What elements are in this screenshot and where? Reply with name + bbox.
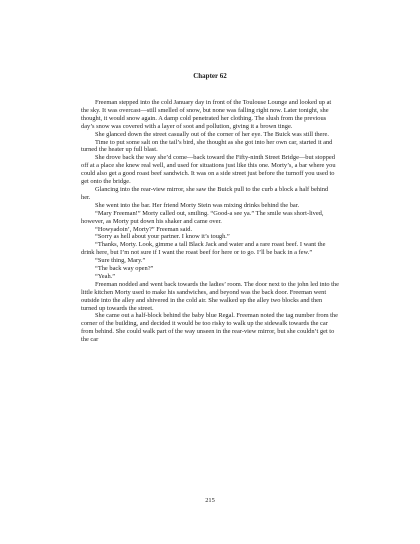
paragraph: Freeman nodded and went back towards the ladies’ room. The door next to the john led into the little kitchen Morty used to make his sandwiches, and beyond was the back door. Freeman went outside into the alley and shivered in the cold air. She walked up the alley two blocks and then turned up towards the street. (81, 280, 339, 312)
chapter-body (81, 99, 339, 344)
paragraph: Freeman stepped into the cold January day in front of the Toulouse Lounge and looked up at the sky. It was overcast—still smelled of snow, but none was falling right now. Later tonight, she thought, it would snow again. A damp cold penetrated her clothing. The slush from the previous day’s snow was covered with a layer of soot and pollution, giving it a brown tinge. (81, 99, 332, 130)
paragraph: She drove back the way she’d come—back toward the Fifty-ninth Street Bridge—but stopped off at a place she knew real well, and used for situations just like this one. Morty’s, a bar where you could also get a good roast beef sandwich. It was on a side street just before the turnoff you used to get onto the bridge. (81, 154, 336, 186)
paragraph: “Thanks, Morty. Look, gimme a tall Black Jack and water and a rare roast beef. I want the drink here, but I’m not sure if I want the roast beef for here or to go. I’ll be back in a few.” (81, 241, 326, 257)
paragraph: “Sure thing, Mary.” (95, 257, 146, 265)
paragraph: Time to put some salt on the tail’s bird, she thought as she got into her own car, started it and turned the heater up full blast. (81, 138, 333, 154)
paragraph: “Yeah.” (95, 272, 116, 280)
page-number: 215 (205, 497, 215, 504)
paragraph: Glancing into the rear-view mirror, she saw the Buick pull to the curb a block a half behind her. (81, 185, 329, 201)
paragraph: She glanced down the street casually out of the corner of her eye. The Buick was still there. (95, 130, 329, 138)
paragraph: “Sorry as hell about your partner. I know it’s tough.” (95, 233, 230, 241)
paragraph: “Howyadoin’, Morty?” Freeman said. (95, 225, 193, 233)
chapter-title: Chapter 62 (193, 72, 227, 80)
paragraph: She came out a half-block behind the baby blue Regal. Freeman noted the tag number from the corner of the building, and decided it would be too risky to walk up the sidewalk towards the car from behind. She could walk part of the way unseen in the rear-view mirror, but she couldn’t get to the car (81, 312, 338, 344)
paragraph: “Mary Freeman!” Morty called out, smiling. “Good-a see ya.” The smile was short-lived, however, as Morty put down his shaker and came over. (81, 209, 324, 225)
paragraph: She went into the bar. Her friend Morty Stein was mixing drinks behind the bar. (95, 201, 300, 209)
paragraph: “The back way open?” (95, 265, 154, 273)
